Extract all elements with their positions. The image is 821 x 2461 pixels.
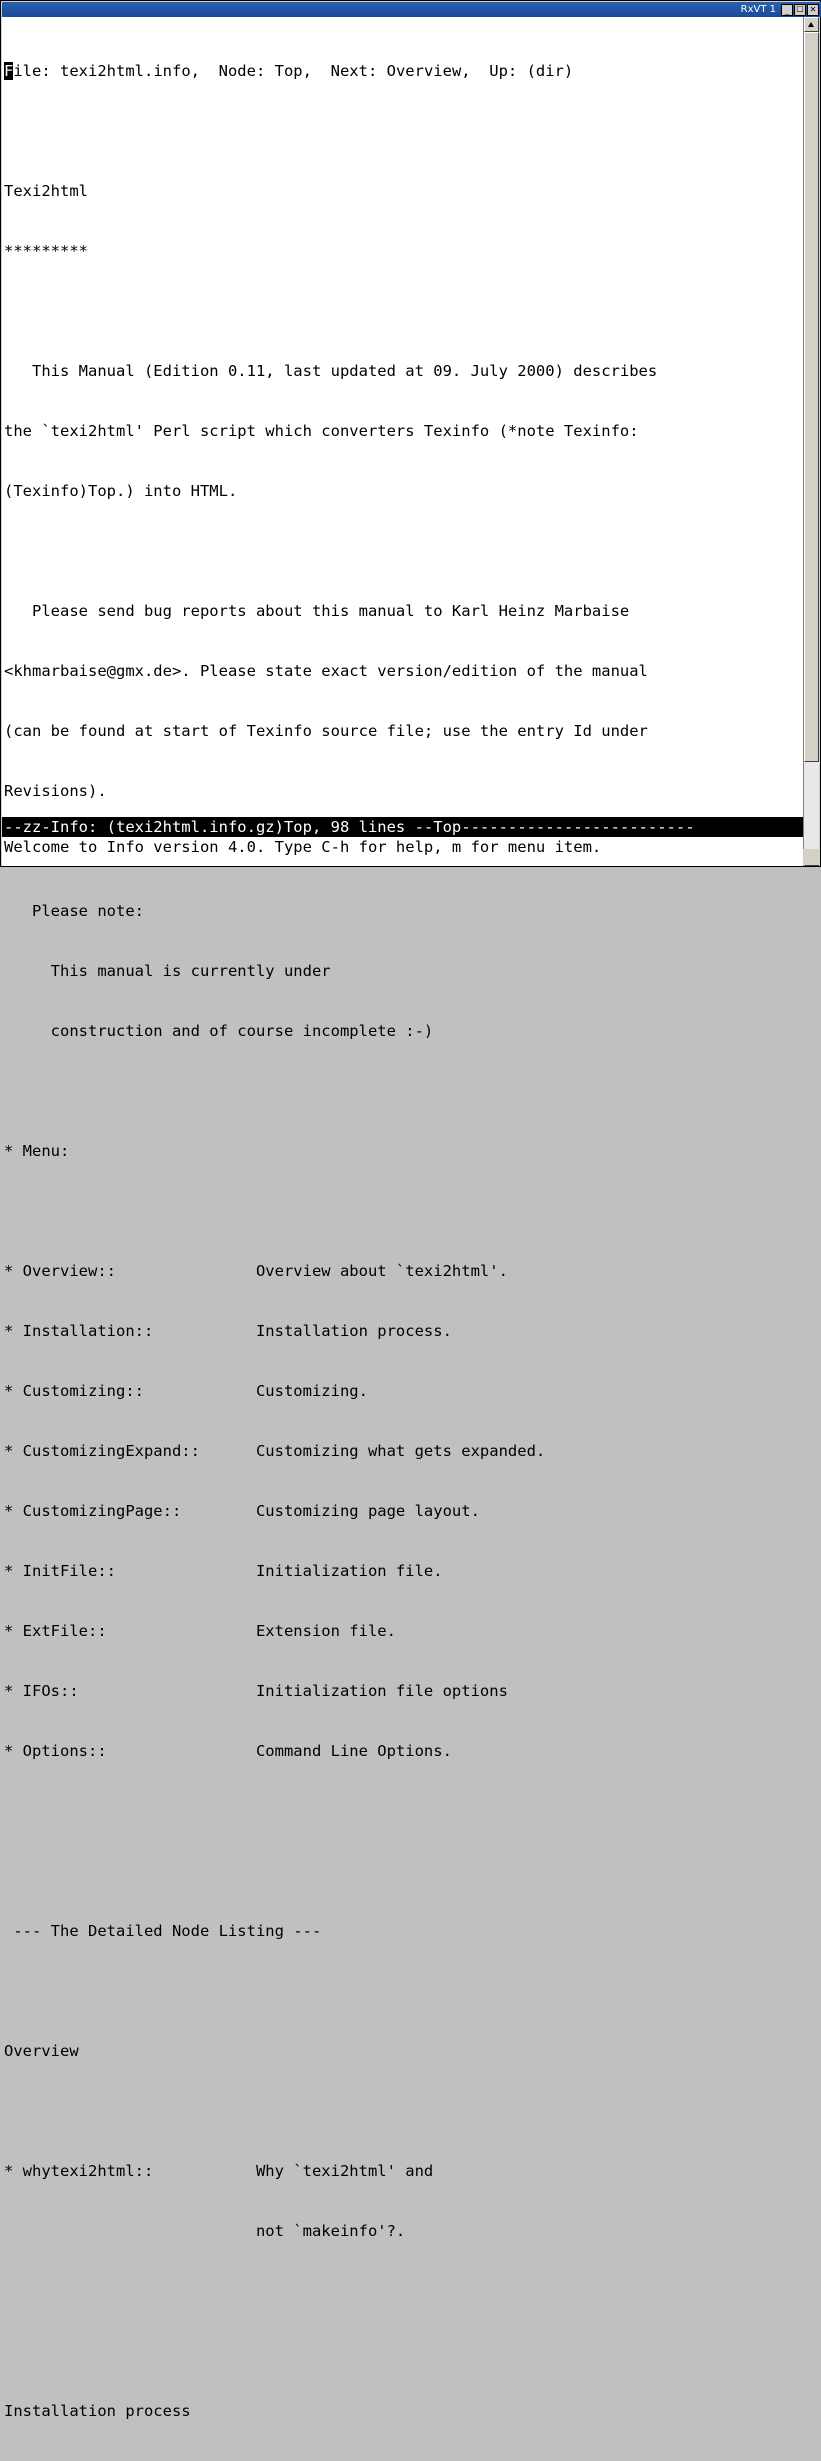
terminal-line: Installation process — [4, 2402, 191, 2420]
info-echo-area: Welcome to Info version 4.0. Type C-h for help, m for menu item. — [2, 837, 804, 857]
menu-item-line[interactable]: * whytexi2html:: Why `texi2html' and — [4, 2162, 434, 2180]
scrollbar-thumb[interactable] — [804, 32, 819, 762]
menu-item-line[interactable]: * ExtFile:: Extension file. — [4, 1622, 396, 1640]
close-button[interactable] — [807, 4, 819, 16]
terminal-line: (Texinfo)Top.) into HTML. — [4, 482, 238, 500]
terminal-line: This manual is currently under — [4, 962, 331, 980]
scroll-up-arrow-icon[interactable] — [804, 17, 819, 32]
terminal-line — [4, 541, 804, 561]
info-header-text: ile: texi2html.info, Node: Top, Next: Overview, Up: (dir) — [13, 62, 574, 80]
terminal-line — [4, 2341, 804, 2361]
terminal-line: --- The Detailed Node Listing --- — [4, 1922, 322, 1940]
terminal-line: ********* — [4, 242, 88, 260]
menu-item-line[interactable]: * Overview:: Overview about `texi2html'. — [4, 1262, 508, 1280]
terminal-text-area — [2, 17, 804, 2461]
info-header-line — [4, 61, 804, 81]
terminal-line — [4, 1801, 804, 1821]
vertical-scrollbar[interactable] — [803, 17, 819, 866]
resize-grip[interactable] — [803, 849, 819, 865]
terminal-line — [4, 1861, 804, 1881]
menu-item-continuation-line: not `makeinfo'?. — [4, 2222, 406, 2240]
scrollbar-track[interactable] — [804, 32, 819, 851]
terminal-line: the `texi2html' Perl script which converters Texinfo (*note Texinfo: — [4, 422, 639, 440]
minimize-button[interactable] — [781, 4, 793, 16]
terminal-line — [4, 2281, 804, 2301]
close-icon: ✕ — [809, 4, 817, 14]
terminal-line: construction and of course incomplete :-) — [4, 1022, 434, 1040]
terminal-line: Please note: — [4, 902, 144, 920]
terminal-line: Overview — [4, 2042, 79, 2060]
text-cursor: F — [4, 62, 14, 80]
terminal-line: Please send bug reports about this manual to Karl Heinz Marbaise — [4, 602, 630, 620]
window-title: RxVT 1 — [740, 3, 776, 15]
maximize-icon: □ — [796, 3, 804, 13]
terminal-line — [4, 2101, 804, 2121]
menu-item-line[interactable]: * Installation:: Installation process. — [4, 1322, 452, 1340]
menu-item-line[interactable]: * Customizing:: Customizing. — [4, 1382, 368, 1400]
terminal-line: * Menu: — [4, 1142, 70, 1160]
window-titlebar[interactable] — [2, 2, 821, 17]
terminal-line — [4, 301, 804, 321]
menu-item-line[interactable]: * CustomizingExpand:: Customizing what gets expanded. — [4, 1442, 546, 1460]
terminal-line — [4, 1081, 804, 1101]
terminal-line — [4, 121, 804, 141]
terminal-line: Revisions). — [4, 782, 107, 800]
menu-item-line[interactable]: * InitFile:: Initialization file. — [4, 1562, 443, 1580]
maximize-button[interactable] — [794, 4, 806, 16]
terminal-line: Texi2html — [4, 182, 88, 200]
terminal-line: <khmarbaise@gmx.de>. Please state exact version/edition of the manual — [4, 662, 648, 680]
terminal-line: This Manual (Edition 0.11, last updated at 09. July 2000) describes — [4, 362, 658, 380]
menu-item-line[interactable]: * CustomizingPage:: Customizing page layout. — [4, 1502, 480, 1520]
minimize-icon: _ — [785, 5, 789, 15]
terminal-screen[interactable] — [2, 17, 804, 2420]
terminal-line: (can be found at start of Texinfo source file; use the entry Id under — [4, 722, 648, 740]
terminal-line — [4, 1981, 804, 2001]
info-mode-line: --zz-Info: (texi2html.info.gz)Top, 98 lines --Top------------------------- — [2, 817, 804, 837]
menu-item-line[interactable]: * IFOs:: Initialization file options — [4, 1682, 508, 1700]
terminal-line — [4, 1201, 804, 1221]
menu-item-line[interactable]: * Options:: Command Line Options. — [4, 1742, 452, 1760]
